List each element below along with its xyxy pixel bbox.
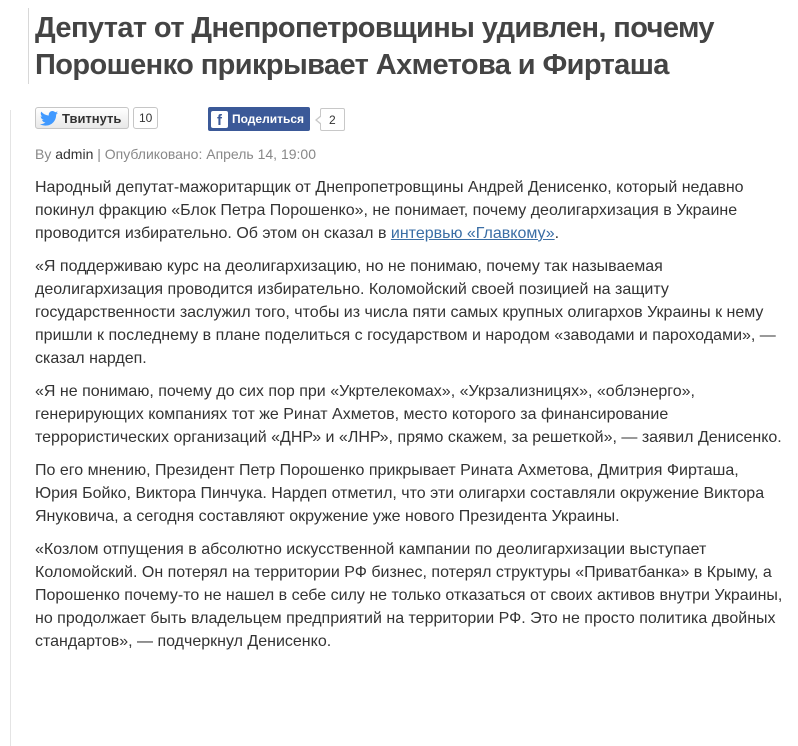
article-title: Депутат от Днепропетровщины удивлен, почему Порошенко прикрывает Ахметова и Фирташа — [35, 12, 714, 81]
publish-date: | Опубликовано: Апрель 14, 19:00 — [97, 146, 316, 162]
twitter-bird-icon — [40, 111, 58, 126]
tweet-count: 10 — [133, 107, 158, 129]
paragraph-2: «Я поддерживаю курс на деолигархизацию, но не понимаю, почему так называемая деолигархизация проводится избирательно. Коломойский своей позицией на защиту государственности заслужил того, чтобы из числа пяти самых крупных олигархов Украины к нему пришли к последнему в плане поделиться с государством и народом «заводами и пароходами», — сказал нардеп. — [35, 258, 776, 367]
left-divider-top — [28, 8, 29, 84]
paragraph-1-text: Народный депутат-мажоритарщик от Днепропетровщины Андрей Денисенко, который недавно покинул фракцию «Блок Петра Порошенко», не понимает, почему деолигархизация в Украине проводится избирательно. Об этом он сказал в — [35, 179, 744, 242]
facebook-share-count: 2 — [320, 108, 345, 131]
tweet-button-label: Твитнуть — [62, 110, 122, 126]
left-divider-bottom — [10, 110, 11, 746]
facebook-share-label: Поделиться — [232, 112, 305, 126]
share-bar — [35, 106, 785, 140]
paragraph-1-end: . — [554, 225, 560, 242]
meta-by: By — [35, 146, 52, 162]
paragraph-4: По его мнению, Президент Петр Порошенко прикрывает Рината Ахметова, Дмитрия Фирташа, Юрия Бойко, Виктора Пинчука. Нардеп отметил, что эти олигархи составляли окружение Виктора Януковича, а сегодня составляют окружение уже нового Президента Украины. — [35, 462, 765, 525]
facebook-share-button[interactable] — [208, 107, 310, 131]
paragraph-3: «Я не понимаю, почему до сих пор при «Укртелекомах», «Укрзализницях», «облэнерго», генерирующих компаниях тот же Ринат Ахметов, место которого за финансирование террористических организаций «ДНР» и «ЛНР», прямо скажем, за решеткой», — заявил Денисенко. — [35, 383, 782, 446]
article-meta — [35, 144, 785, 164]
article-container — [35, 10, 785, 663]
interview-link[interactable]: интервью «Главкому» — [390, 225, 555, 242]
tweet-button[interactable] — [35, 107, 129, 129]
paragraph-1 — [35, 176, 785, 245]
author-link[interactable]: admin — [55, 146, 94, 162]
article-body — [35, 176, 785, 653]
paragraph-5: «Козлом отпущения в абсолютно искусственной кампании по деолигархизации выступает Коломойский. Он потерял на территории РФ бизнес, потерял структуры «Приватбанка» в Крыму, а Порошенко почему-то не нашел в себе силу не только отказаться от своих активов внутри Украины, но продолжает быть владельцем предприятий на территории РФ. Это не просто политика двойных стандартов», — подчеркнул Денисенко. — [35, 541, 783, 650]
facebook-f-icon: f — [211, 111, 228, 128]
